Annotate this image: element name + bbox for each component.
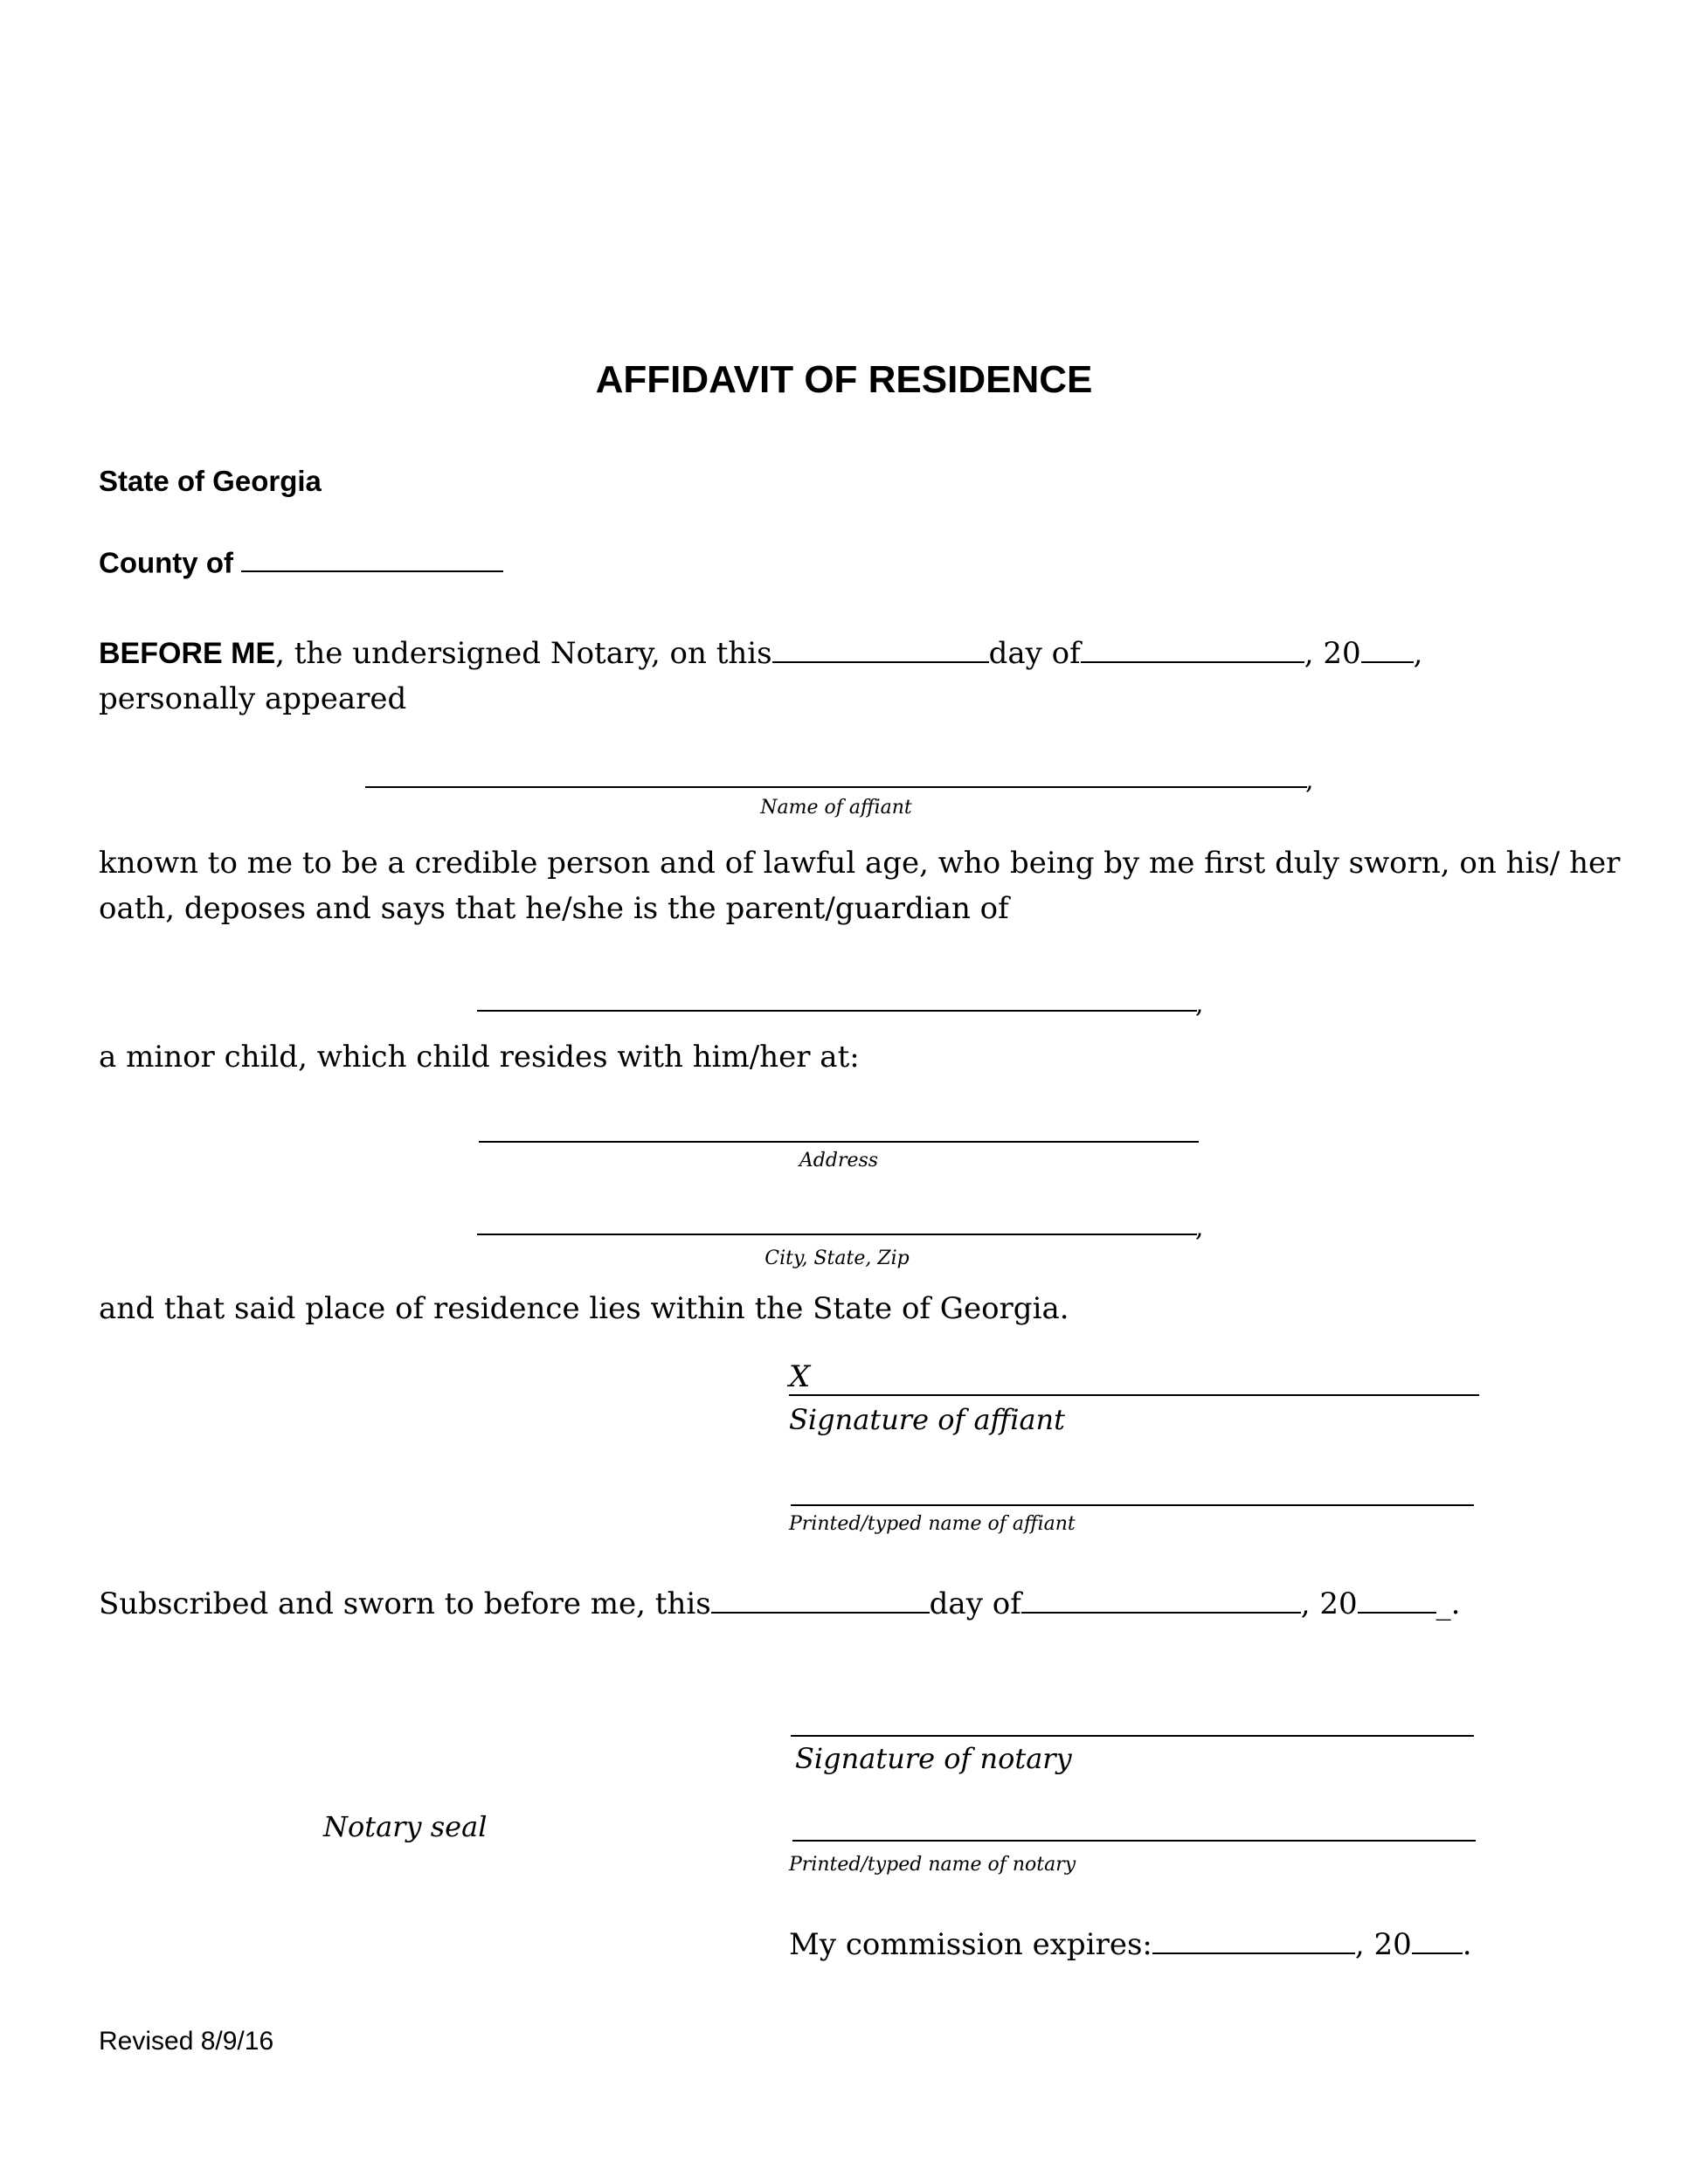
known-para-line1: known to me to be a credible person and of lawful age, who being by me first duly sworn, on his/ her: [99, 846, 1621, 881]
county-label: County of: [99, 546, 233, 579]
affiant-name-comma: ,: [1305, 765, 1314, 796]
before-me-line: [99, 631, 1422, 676]
signature-x: X: [789, 1359, 811, 1394]
county-line: [99, 543, 503, 579]
city-state-zip-caption: City, State, Zip: [764, 1248, 910, 1269]
before-me-bold: BEFORE ME: [99, 637, 276, 670]
residence-line: and that said place of residence lies within the State of Georgia.: [99, 1291, 1069, 1326]
document-title: AFFIDAVIT OF RESIDENCE: [595, 358, 1093, 401]
commission-text3: .: [1462, 1927, 1472, 1962]
subscribed-day-blank[interactable]: [711, 1584, 930, 1614]
printed-notary-caption: Printed/typed name of notary: [789, 1854, 1076, 1876]
affiant-signature-line[interactable]: [789, 1394, 1479, 1396]
subscribed-month-blank[interactable]: [1021, 1584, 1301, 1614]
printed-notary-line[interactable]: [792, 1840, 1476, 1842]
before-me-text1: , the undersigned Notary, on this: [275, 636, 772, 671]
state-line: State of Georgia: [99, 465, 322, 497]
commission-line: [789, 1922, 1472, 1967]
minor-child-line: a minor child, which child resides with him/her at:: [99, 1040, 860, 1075]
city-comma: ,: [1195, 1213, 1204, 1243]
notary-seal-label: Notary seal: [323, 1810, 488, 1843]
commission-text2: , 20: [1354, 1927, 1412, 1962]
printed-affiant-line[interactable]: [791, 1504, 1474, 1506]
county-blank[interactable]: [241, 543, 503, 572]
affiant-name-caption: Name of affiant: [760, 797, 912, 819]
commission-text1: My commission expires:: [789, 1927, 1152, 1962]
before-me-text2: day of: [988, 636, 1081, 671]
subscribed-text4: _.: [1435, 1586, 1461, 1621]
child-name-line[interactable]: [477, 1010, 1197, 1012]
subscribed-year-blank[interactable]: [1358, 1584, 1436, 1614]
subscribed-text2: day of: [929, 1586, 1021, 1621]
subscribed-line: [99, 1581, 1460, 1627]
known-para-line2: oath, deposes and says that he/she is the parent/guardian of: [99, 891, 1009, 926]
subscribed-text3: , 20: [1300, 1586, 1358, 1621]
address-line[interactable]: [479, 1141, 1199, 1143]
city-state-zip-line[interactable]: [477, 1234, 1197, 1235]
affiant-name-line[interactable]: [365, 786, 1307, 788]
subscribed-text1: Subscribed and sworn to before me, this: [99, 1586, 711, 1621]
notary-signature-line[interactable]: [791, 1735, 1474, 1737]
revised-date: Revised 8/9/16: [99, 2027, 274, 2056]
commission-date-blank[interactable]: [1152, 1925, 1355, 1954]
month-blank[interactable]: [1081, 633, 1304, 663]
commission-year-blank[interactable]: [1412, 1925, 1463, 1954]
day-blank[interactable]: [772, 633, 989, 663]
year-blank[interactable]: [1361, 633, 1414, 663]
child-name-comma: ,: [1195, 989, 1204, 1019]
personally-appeared: personally appeared: [99, 681, 407, 716]
printed-affiant-caption: Printed/typed name of affiant: [789, 1513, 1076, 1535]
signature-affiant-caption: Signature of affiant: [789, 1403, 1066, 1436]
before-me-text4: ,: [1413, 636, 1423, 671]
signature-notary-caption: Signature of notary: [795, 1742, 1072, 1775]
before-me-text3: , 20: [1304, 636, 1361, 671]
address-caption: Address: [799, 1150, 879, 1171]
